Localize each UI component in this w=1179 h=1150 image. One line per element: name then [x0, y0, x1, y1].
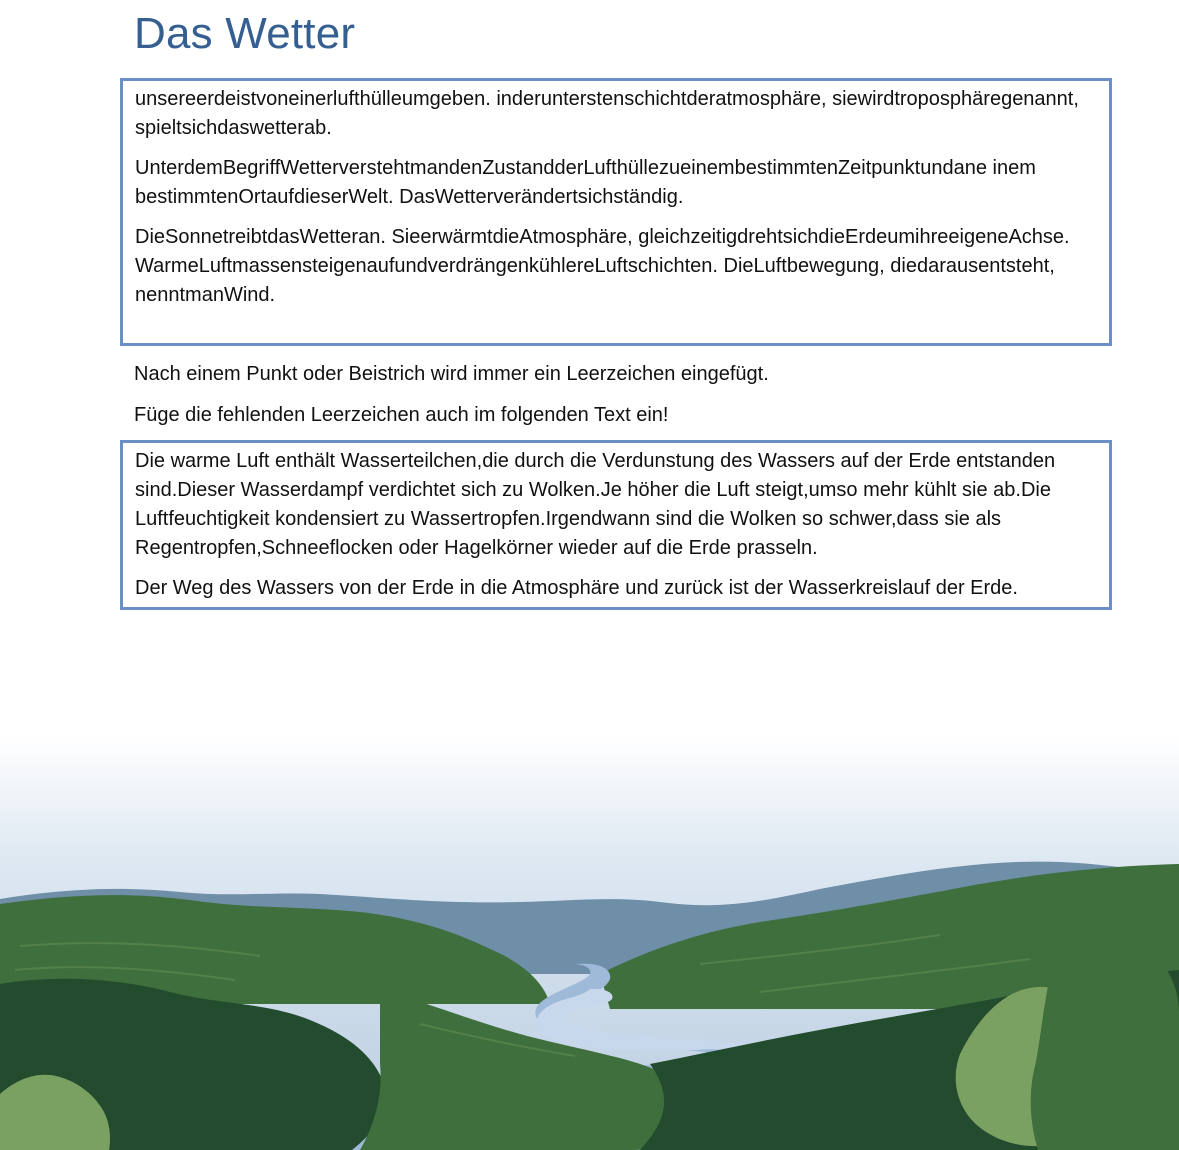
paragraph: DieSonnetreibtdasWetteran. SieerwärmtdieAtmosphäre, gleichzeitigdrehtsichdieErdeumihreeigeneAchse. WarmeLuftmassensteigenaufundverdrängenkühlereLuftschichten. DieLuftbewegung, diedarausentsteht, nenntmanWind.	[135, 226, 1070, 306]
text-box-exercise	[120, 440, 1112, 610]
landscape-photo-graphic	[0, 734, 1179, 1150]
task-text: Füge die fehlenden Leerzeichen auch im folgenden Text ein!	[134, 404, 669, 426]
text-box-original	[120, 78, 1112, 346]
instruction-text: Nach einem Punkt oder Beistrich wird immer ein Leerzeichen eingefügt.	[134, 363, 769, 385]
page-title: Das Wetter	[134, 9, 356, 58]
paragraph: UnterdemBegriffWetterverstehtmandenZustandderLufthüllezueinembestimmtenZeitpunktundane inem bestimmtenOrtaufdieserWelt. DasWetterverändertsichständig.	[135, 157, 1036, 208]
paragraph: Die warme Luft enthält Wasserteilchen,die durch die Verdunstung des Wassers auf der Erde entstanden sind.Dieser Wasserdampf verdichtet sich zu Wolken.Je höher die Luft steigt,umso mehr kühlt sie ab.Die Luftfeuchtigkeit kondensiert zu Wassertropfen.Irgendwann sind die Wolken so schwer,dass sie als Regentropfen,Schneeflocken oder Hagelkörner wieder auf die Erde prasseln.	[135, 450, 1056, 559]
tree-cluster-right-2	[1031, 935, 1179, 1150]
landscape-photo	[0, 734, 1179, 1150]
paragraph: Der Weg des Wassers von der Erde in die Atmosphäre und zurück ist der Wasserkreislauf der Erde.	[135, 577, 1018, 599]
paragraph: unsereerdeistvoneinerlufthülleumgeben. inderunterstenschichtderatmosphäre, siewirdtroposphäregenannt, spieltsichdaswetterab.	[135, 88, 1079, 139]
